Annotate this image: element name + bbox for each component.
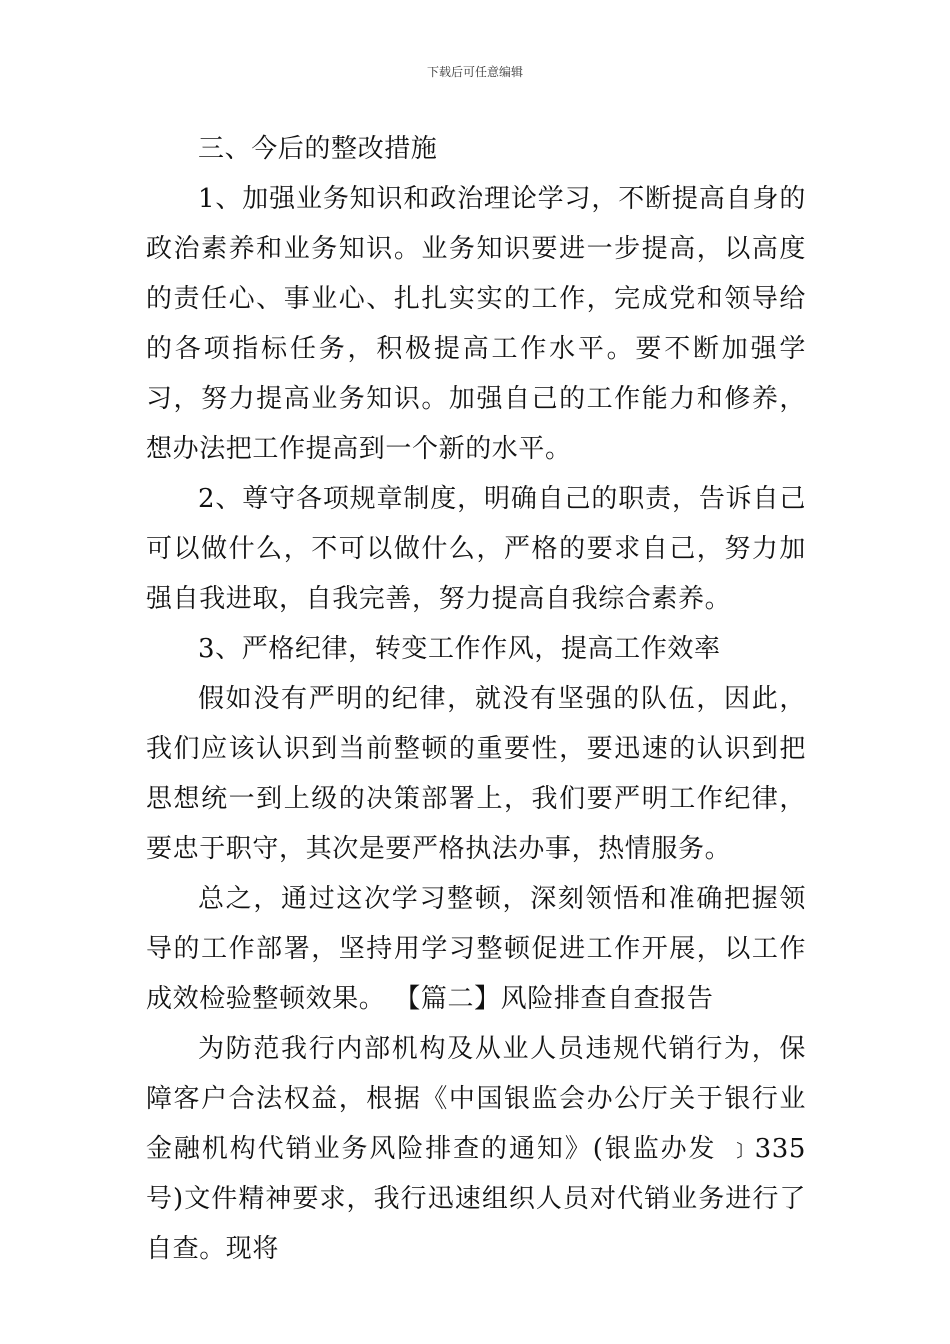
document-body	[146, 124, 806, 1274]
paragraph-discipline: 假如没有严明的纪律，就没有坚强的队伍，因此，我们应该认识到当前整顿的重要性，要迅速的认识到把思想统一到上级的决策部署上，我们要严明工作纪律，要忠于职守，其次是要严格执法办事，热情服务。	[146, 684, 806, 864]
paragraph-summary: 总之，通过这次学习整顿，深刻领悟和准确把握领导的工作部署，坚持用学习整顿促进工作开展，以工作成效检验整顿效果。 【篇二】风险排查自查报告	[146, 884, 806, 1014]
paragraph-risk-report: 为防范我行内部机构及从业人员违规代销行为，保障客户合法权益，根据《中国银监会办公厅关于银行业金融机构代销业务风险排查的通知》(银监办发 ﹞335号)文件精神要求，我行迅速组织人员对代销业务进行了自查。现将	[146, 1034, 806, 1264]
paragraph-measure-1: 1、加强业务知识和政治理论学习，不断提高自身的政治素养和业务知识。业务知识要进一步提高，以高度的责任心、事业心、扎扎实实的工作，完成党和领导给的各项指标任务，积极提高工作水平。要不断加强学习，努力提高业务知识。加强自己的工作能力和修养，想办法把工作提高到一个新的水平。	[146, 184, 806, 464]
paragraph-measure-2: 2、尊守各项规章制度，明确自己的职责，告诉自己可以做什么，不可以做什么，严格的要求自己，努力加强自我进取，自我完善，努力提高自我综合素养。	[146, 484, 806, 614]
page-header: 下载后可任意编辑	[426, 65, 523, 79]
paragraph-measure-3: 3、严格纪律，转变工作作风，提高工作效率	[198, 634, 721, 664]
section-heading: 三、今后的整改措施	[198, 134, 438, 164]
